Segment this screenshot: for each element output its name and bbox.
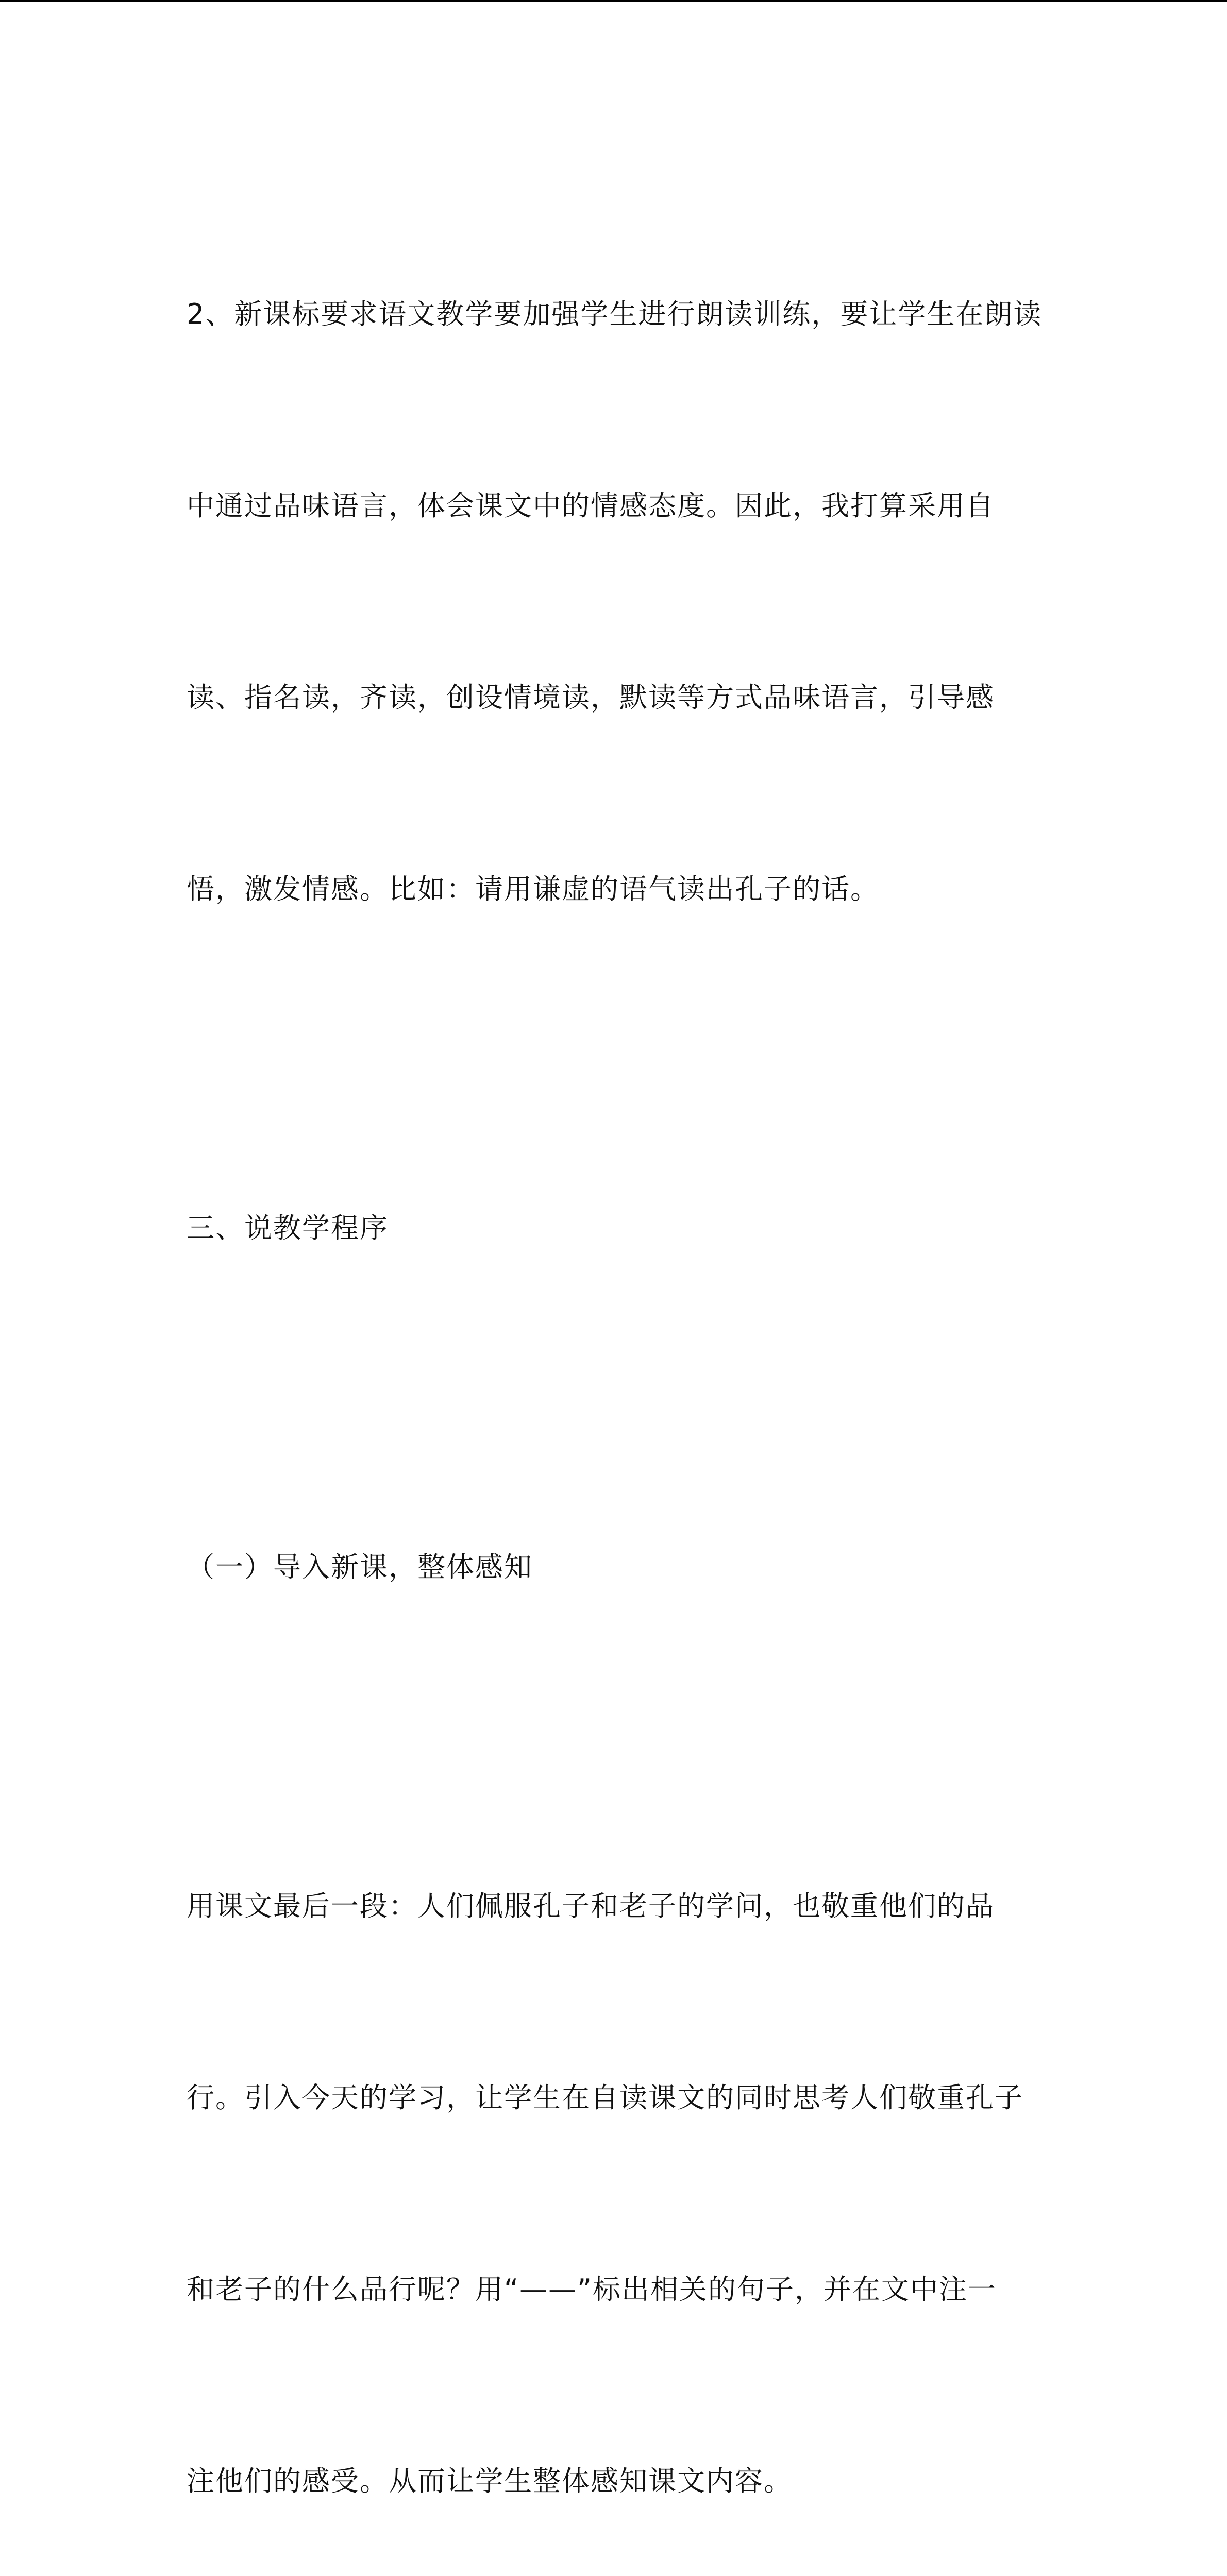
heading-line: 三、说教学程序 [187,1212,389,1244]
text-line: 读、指名读，齐读，创设情境读，默读等方式品味语言，引导感 [187,681,995,714]
text-line: 行。引入今天的学习，让学生在自读课文的同时思考人们敬重孔子 [187,2081,1023,2114]
text-line: 中通过品味语言，体会课文中的情感态度。因此，我打算采用自 [187,489,995,522]
text-line: 2、新课标要求语文教学要加强学生进行朗读训练，要让学生在朗读 [187,298,1043,330]
section-heading-teaching-procedure [187,1069,1042,1388]
text-line: 悟，激发情感。比如：请用谦虚的语气读出孔子的话。 [187,873,879,905]
text-line: 注他们的感受。从而让学生整体感知课文内容。 [187,2465,793,2497]
text-line: 和老子的什么品行呢？用“——”标出相关的句子，并在文中注一 [187,2273,997,2306]
heading-line: （一）导入新课，整体感知 [187,1551,533,1583]
paragraph-reading-training [187,155,1042,1049]
page-top-border [0,0,1227,2]
text-line: 用课文最后一段：人们佩服孔子和老子的学问，也敬重他们的品 [187,1890,995,1922]
paragraph-introduction-body [187,1747,1042,2576]
document-body [187,155,1042,2576]
step-heading-introduction [187,1408,1042,1727]
